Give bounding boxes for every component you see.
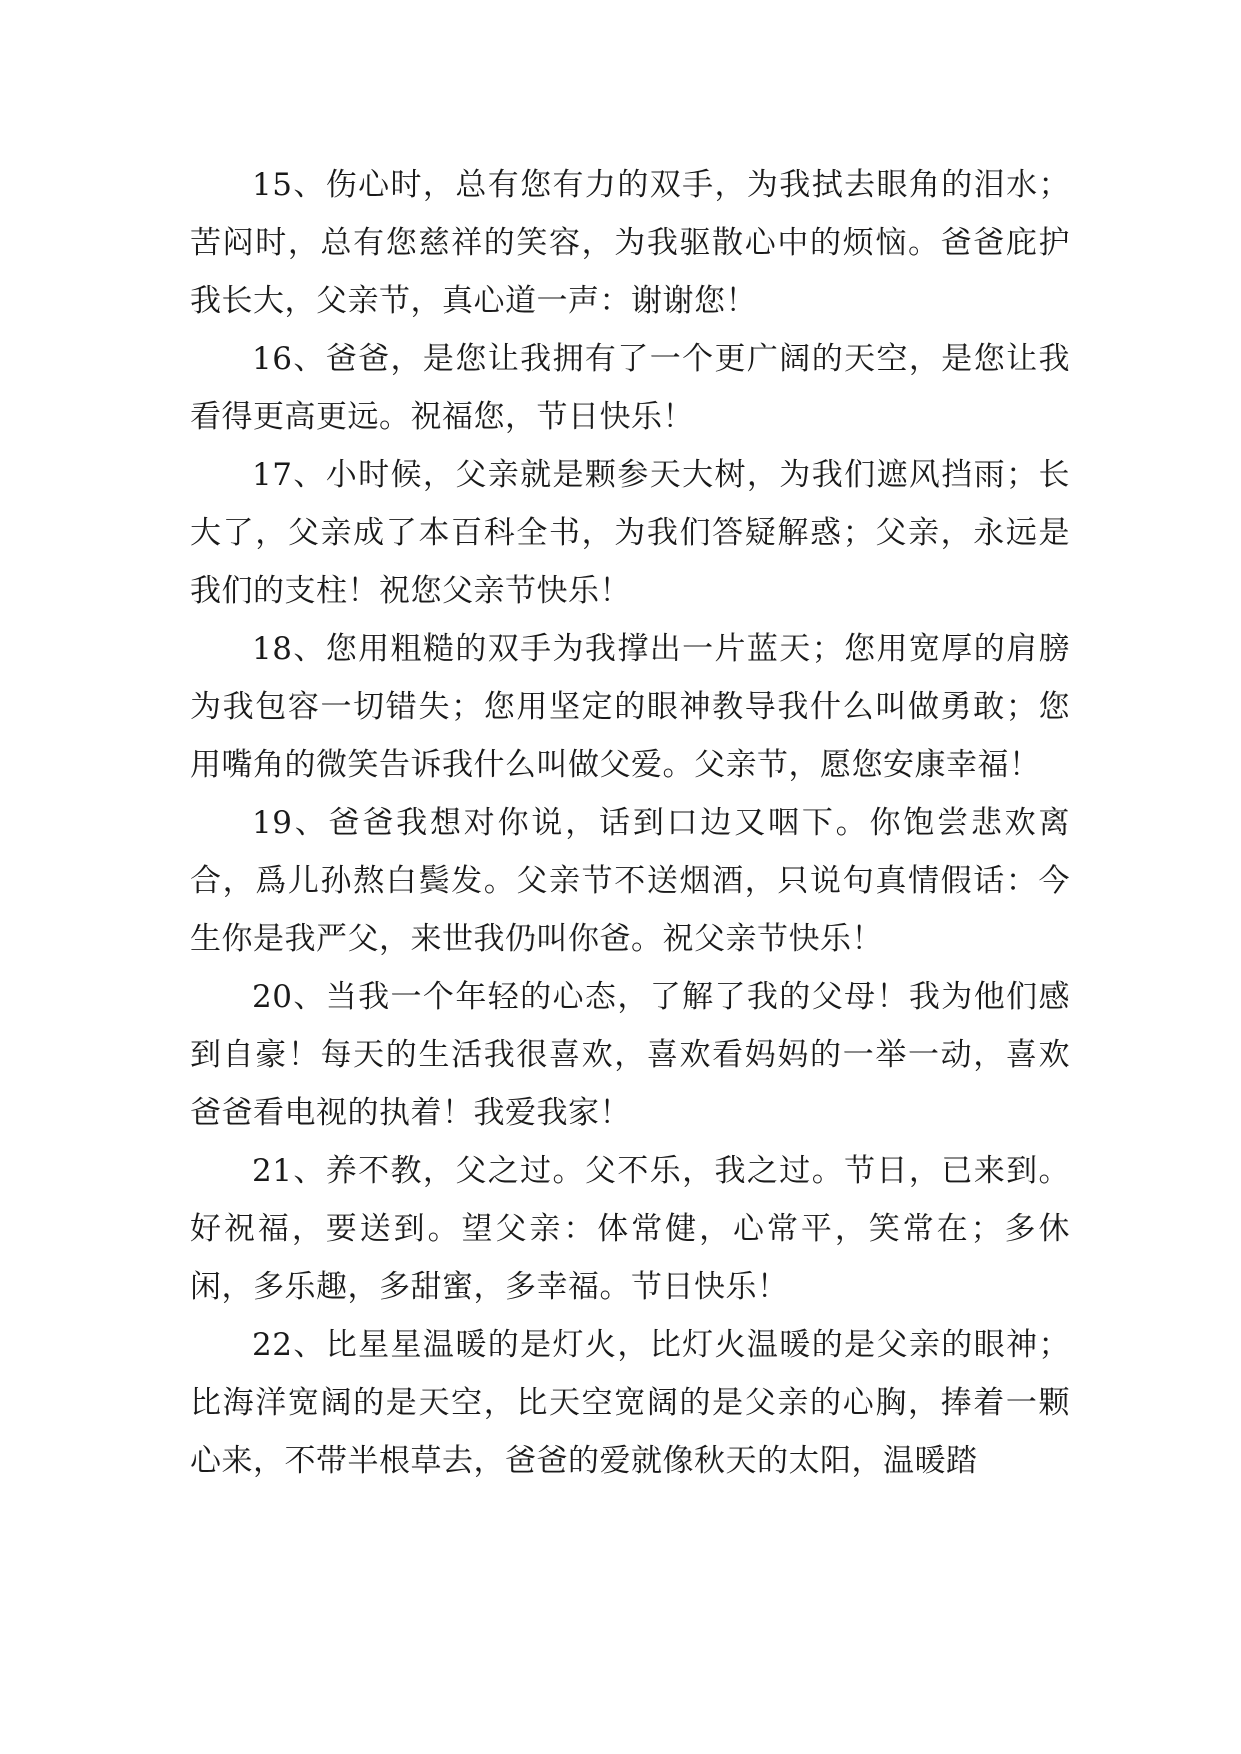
document-body [190,156,1070,1490]
paragraph-15: 15、伤心时，总有您有力的双手，为我拭去眼角的泪水；苦闷时，总有您慈祥的笑容，为我驱散心中的烦恼。爸爸庇护我长大，父亲节，真心道一声：谢谢您！ [190,167,1070,319]
paragraph-20: 20、当我一个年轻的心态，了解了我的父母！我为他们感到自豪！每天的生活我很喜欢，喜欢看妈妈的一举一动，喜欢爸爸看电视的执着！我爱我家！ [190,979,1070,1131]
paragraph-22: 22、比星星温暖的是灯火，比灯火温暖的是父亲的眼神；比海洋宽阔的是天空，比天空宽阔的是父亲的心胸，捧着一颗心来，不带半根草去，爸爸的爱就像秋天的太阳，温暖踏 [190,1327,1070,1479]
paragraph-16: 16、爸爸，是您让我拥有了一个更广阔的天空，是您让我看得更高更远。祝福您，节日快乐！ [190,341,1070,435]
paragraph-17: 17、小时候，父亲就是颗参天大树，为我们遮风挡雨；长大了，父亲成了本百科全书，为我们答疑解惑；父亲，永远是我们的支柱！祝您父亲节快乐！ [190,457,1070,609]
paragraph-18: 18、您用粗糙的双手为我撑出一片蓝天；您用宽厚的肩膀为我包容一切错失；您用坚定的眼神教导我什么叫做勇敢；您用嘴角的微笑告诉我什么叫做父爱。父亲节，愿您安康幸福！ [190,631,1070,783]
paragraph-21: 21、养不教，父之过。父不乐，我之过。节日，已来到。好祝福，要送到。望父亲：体常健，心常平，笑常在；多休闲，多乐趣，多甜蜜，多幸福。节日快乐！ [190,1153,1070,1305]
paragraph-19: 19、爸爸我想对你说，话到口边又咽下。你饱尝悲欢离合，爲儿孙熬白鬓发。父亲节不送烟酒，只说句真情假话：今生你是我严父，来世我仍叫你爸。祝父亲节快乐！ [190,805,1070,957]
